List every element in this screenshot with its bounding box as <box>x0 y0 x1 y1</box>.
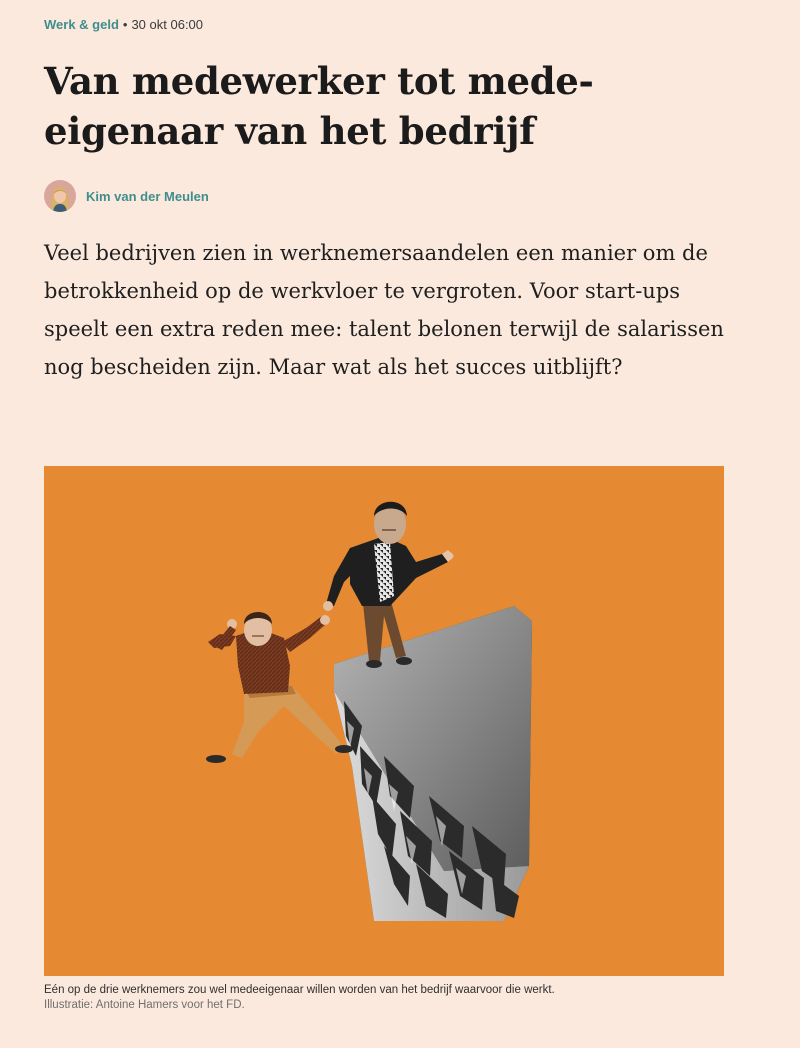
article-lead: Veel bedrijven zien in werknemersaandelen een manier om de betrokkenheid op de werkvloer te vergroten. Voor start-ups speelt een extra reden mee: talent belonen terwijl de salarissen nog bescheiden zijn. Maar wat als het succes uitblijft? <box>44 241 724 379</box>
section-link[interactable]: Werk & geld <box>44 17 119 32</box>
article-illustration <box>44 466 724 976</box>
author-byline <box>44 180 209 212</box>
illustration-credit: Illustratie: Antoine Hamers voor het FD. <box>44 999 245 1011</box>
article-meta <box>44 16 203 34</box>
figure-caption <box>44 983 744 1013</box>
article-title: Van medewerker tot mede-eigenaar van het bedrijf <box>44 59 594 153</box>
author-name[interactable]: Kim van der Meulen <box>86 188 209 204</box>
author-avatar[interactable] <box>44 180 76 212</box>
caption-text: Eén op de drie werknemers zou wel medeeigenaar willen worden van het bedrijf waarvoor die werkt. <box>44 984 555 996</box>
illustration-collage <box>44 466 724 976</box>
meta-separator: • <box>122 17 128 32</box>
publish-date: 30 okt 06:00 <box>131 17 204 32</box>
